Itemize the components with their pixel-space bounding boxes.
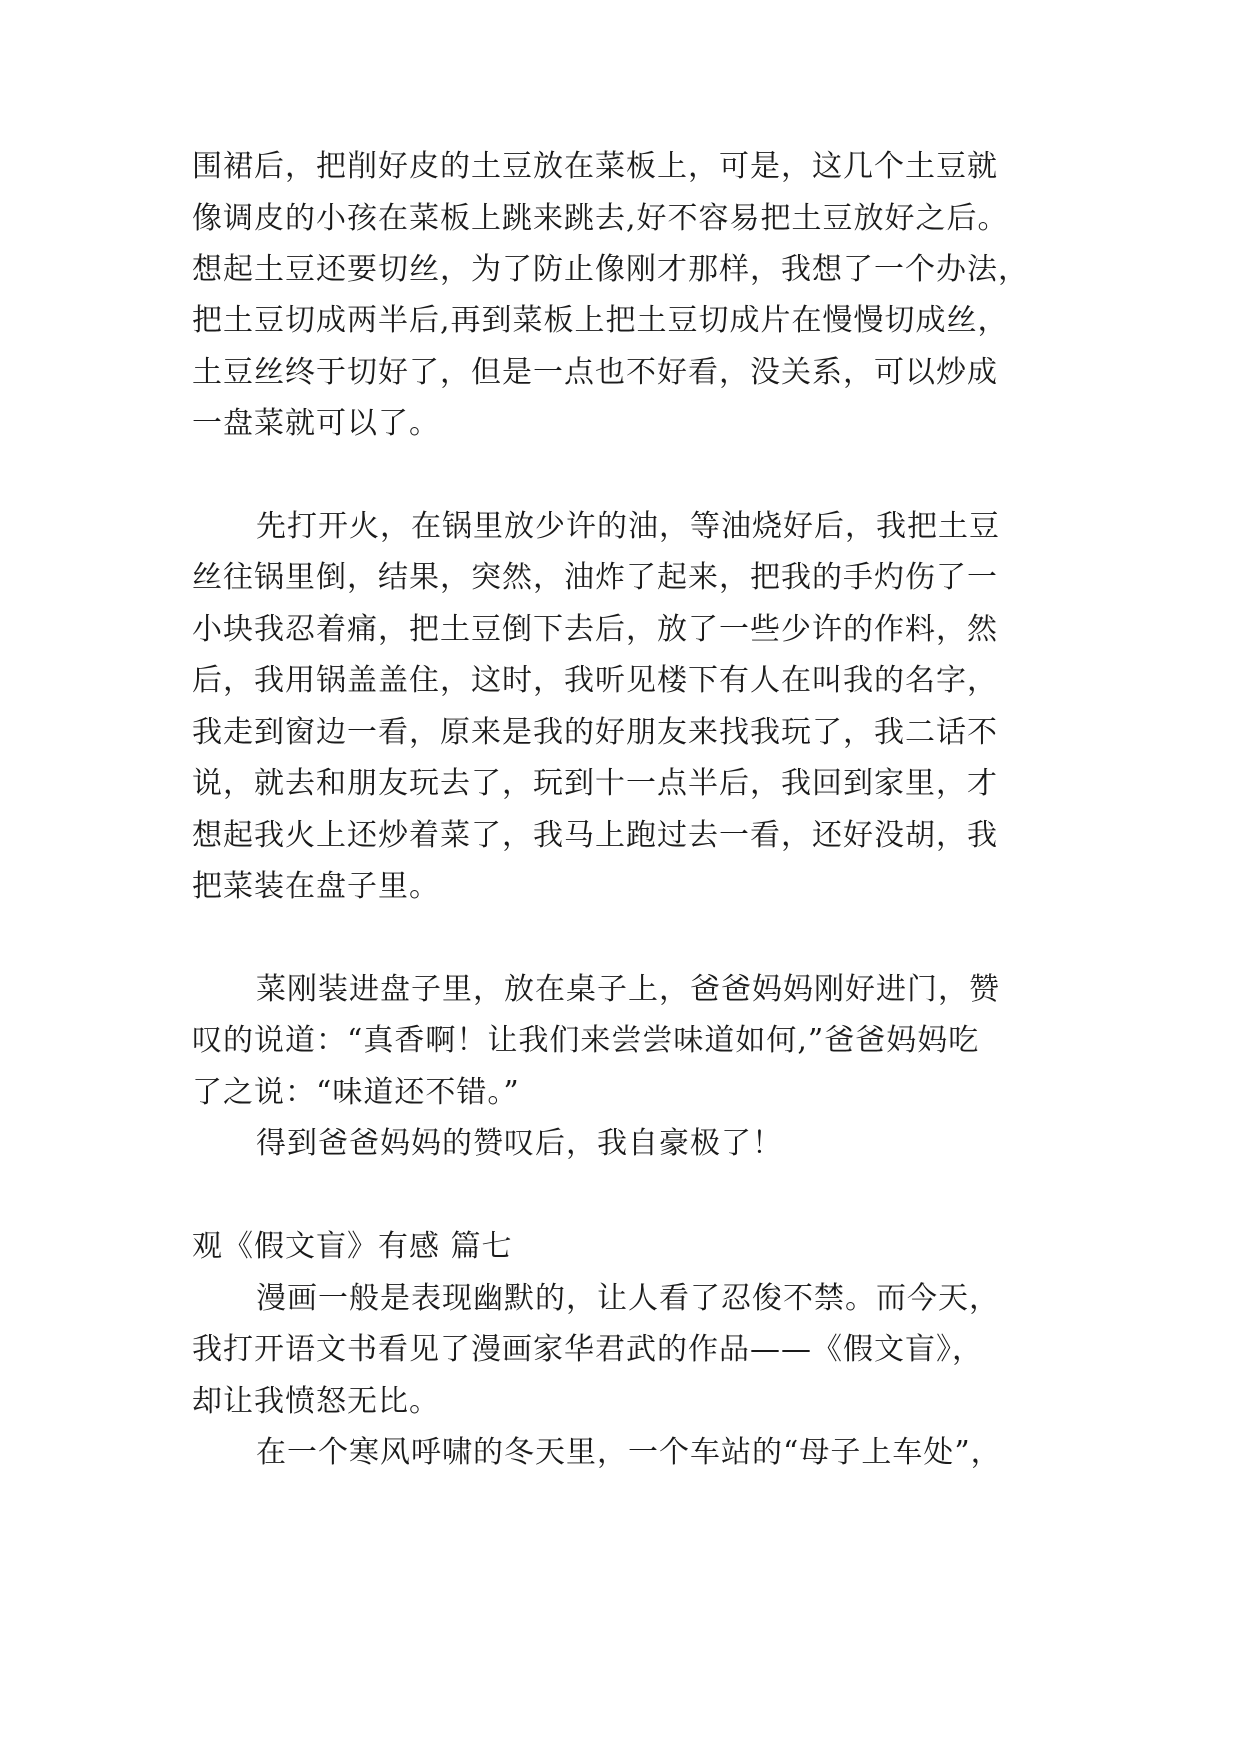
text-line: 却让我愤怒无比。 xyxy=(192,1384,440,1419)
paragraph-first-line: 在一个寒风呼啸的冬天里，一个车站的“母子上车处”， xyxy=(256,1435,1002,1470)
text-line: 我走到窗边一看，原来是我的好朋友来找我玩了，我二话不 xyxy=(192,715,998,750)
text-line: 我打开语文书看见了漫画家华君武的作品——《假文盲》， xyxy=(192,1332,983,1367)
text-line: 把菜装在盘子里。 xyxy=(192,869,440,904)
paragraph-first-line: 漫画一般是表现幽默的，让人看了忍俊不禁。而今天， xyxy=(256,1281,1000,1316)
paragraph-first-line: 先打开火，在锅里放少许的油，等油烧好后，我把土豆 xyxy=(256,509,1000,544)
text-line: 说，就去和朋友玩去了，玩到十一点半后，我回到家里，才 xyxy=(192,766,998,801)
text-line: 小块我忍着痛，把土豆倒下去后，放了一些少许的作料，然 xyxy=(192,612,998,647)
text-line: 围裙后，把削好皮的土豆放在菜板上，可是，这几个土豆就 xyxy=(192,149,998,184)
text-line: 叹的说道：“真香啊！让我们来尝尝味道如何,”爸爸妈妈吃 xyxy=(192,1023,980,1058)
paragraph-first-line: 菜刚装进盘子里，放在桌子上，爸爸妈妈刚好进门，赞 xyxy=(256,972,1000,1007)
section-heading: 观《假文盲》有感 篇七 xyxy=(192,1229,513,1264)
text-line: 想起我火上还炒着菜了，我马上跑过去一看，还好没胡，我 xyxy=(192,818,998,853)
text-line: 后，我用锅盖盖住，这时，我听见楼下有人在叫我的名字， xyxy=(192,663,998,698)
text-line: 把土豆切成两半后,再到菜板上把土豆切成片在慢慢切成丝， xyxy=(192,303,1009,338)
text-line: 了之说：“味道还不错。” xyxy=(192,1075,520,1110)
text-line: 想起土豆还要切丝，为了防止像刚才那样，我想了一个办法， xyxy=(192,252,1029,287)
text-line: 土豆丝终于切好了，但是一点也不好看，没关系，可以炒成 xyxy=(192,355,998,390)
text-line: 丝往锅里倒，结果，突然，油炸了起来，把我的手灼伤了一 xyxy=(192,560,998,595)
text-line: 一盘菜就可以了。 xyxy=(192,406,440,441)
text-line: 像调皮的小孩在菜板上跳来跳去,好不容易把土豆放好之后。 xyxy=(192,201,1009,236)
paragraph-first-line: 得到爸爸妈妈的赞叹后，我自豪极了！ xyxy=(256,1126,783,1161)
